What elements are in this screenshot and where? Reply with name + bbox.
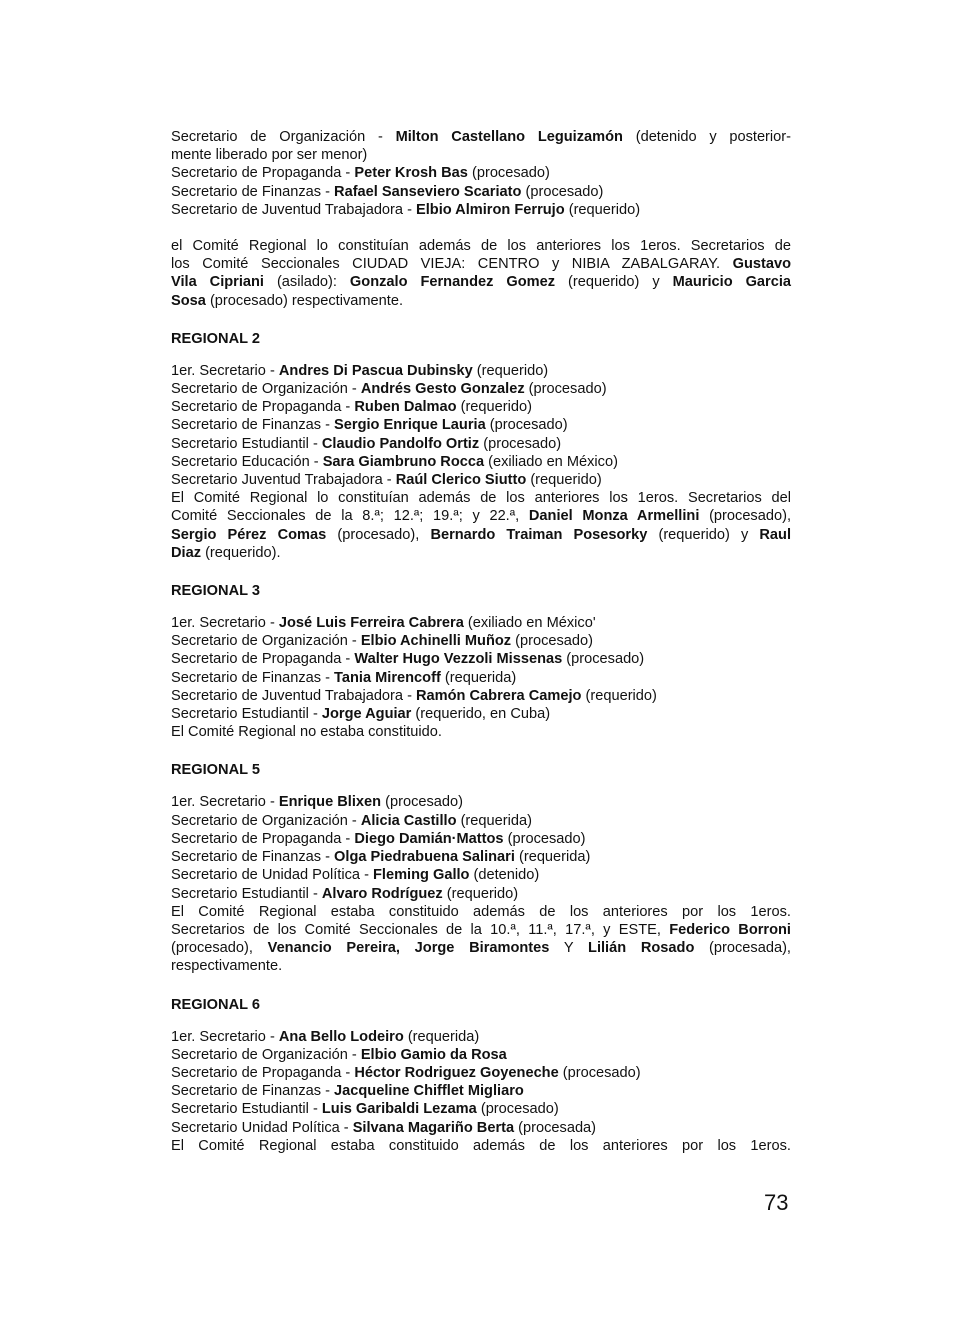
bold-name: Jorge Aguiar: [321, 706, 412, 723]
bold-name: Federico Borroni: [669, 921, 791, 938]
text-line: [171, 435, 791, 453]
text-run: (procesado): [503, 830, 586, 847]
text-run: (requerida): [403, 1028, 480, 1045]
text-run: Secretario de Propaganda -: [171, 165, 355, 182]
text-run: Secretario de Finanzas -: [171, 849, 335, 866]
bold-name: Elbio Achinelli Muñoz: [360, 633, 512, 650]
text-run: (procesado): [476, 1101, 559, 1118]
text-run: Comité Seccionales de la 8.ª; 12.ª; 19.ª; y 22.ª,: [171, 508, 529, 525]
text-run: (asilado):: [263, 274, 350, 291]
bold-name: Claudio Pandolfo Ortiz: [321, 435, 480, 452]
text-run: (procesado): [562, 651, 645, 668]
text-run: 1er. Secretario -: [171, 615, 279, 632]
text-run: 1er. Secretario -: [171, 1028, 279, 1045]
text-line: [171, 793, 791, 811]
section-heading-regional-3: REGIONAL 3: [171, 583, 260, 600]
text-run: (exiliado en México): [484, 453, 618, 470]
bold-name: Enrique Blixen: [278, 794, 382, 811]
text-run: Secretario Estudiantil -: [171, 706, 322, 723]
text-line: [171, 453, 791, 471]
text-run: Secretario de Juventud Trabajadora -: [171, 201, 416, 218]
text-line: [171, 1046, 791, 1064]
text-run: (requerido): [564, 201, 641, 218]
bold-name: Bernardo Traiman Posesorky: [430, 526, 648, 543]
page-number: 73: [764, 1190, 789, 1215]
bold-name: José Luis Ferreira Cabrera: [278, 615, 464, 632]
bold-name: Daniel Monza Armellini: [528, 508, 700, 525]
text-line: [171, 273, 791, 291]
text-line: [171, 1119, 791, 1137]
bold-name: Raul: [759, 526, 791, 543]
text-run: Secretario Estudiantil -: [171, 1101, 322, 1118]
bold-name: Tania Mirencoff: [334, 669, 441, 686]
text-run: Secretario de Organización -: [171, 812, 361, 829]
text-run: Secretario de Unidad Política -: [171, 867, 373, 884]
text-run: 1er. Secretario -: [171, 794, 279, 811]
text-run: (detenido): [469, 867, 540, 884]
text-run: (procesado): [558, 1064, 641, 1081]
text-run: Secretario de Organización -: [171, 1046, 361, 1063]
intro-lines: [171, 128, 791, 219]
bold-name: Rafael Sanseviero Scariato: [334, 183, 522, 200]
regional-2-paragraph: [171, 489, 791, 562]
text-line: [171, 416, 791, 434]
text-line: [171, 903, 791, 921]
text-run: Secretario de Finanzas -: [171, 417, 335, 434]
text-run: Secretario Unidad Política -: [171, 1119, 353, 1136]
text-run: Secretario de Propaganda -: [171, 651, 355, 668]
text-run: (procesado),: [699, 508, 791, 525]
document-page: [171, 128, 791, 1155]
bold-name: Milton Castellano Leguizamón: [395, 129, 623, 145]
text-run: (procesado): [524, 381, 607, 398]
text-line: [171, 687, 791, 705]
text-run: (requerido) y: [555, 274, 673, 291]
text-run: Secretario de Organización -: [171, 633, 361, 650]
text-line: [171, 830, 791, 848]
text-run: (requerido): [472, 362, 549, 379]
bold-name: Mauricio Garcia: [672, 274, 792, 291]
bold-name: Diego Damián·Mattos: [354, 830, 504, 847]
text-line: [171, 705, 791, 723]
text-run: (requerido, en Cuba): [411, 706, 551, 723]
bold-name: Luis Garibaldi Lezama: [321, 1101, 477, 1118]
bold-name: Jacqueline Chifflet Migliaro: [334, 1083, 524, 1100]
text-run: (procesada),: [694, 940, 791, 957]
text-run: (exiliado en México': [463, 615, 596, 632]
text-run: (requerido): [526, 472, 602, 489]
text-line: [171, 650, 791, 668]
text-line: [171, 164, 791, 182]
text-run: el Comité Regional lo constituían además de los anteriores los 1eros. Secretarios de: [171, 238, 791, 255]
text-run: Secretario de Propaganda -: [171, 830, 355, 847]
text-run: (procesado) respectivamente.: [205, 292, 403, 309]
text-line: [171, 669, 791, 687]
bold-name: Walter Hugo Vezzoli Missenas: [354, 651, 563, 668]
text-line: [171, 489, 791, 507]
text-run: (requerido).: [201, 544, 281, 561]
text-run: Secretario Educación -: [171, 453, 323, 470]
text-run: (procesado): [521, 183, 604, 200]
text-line: [171, 128, 791, 146]
bold-name: Vila Cipriani: [171, 274, 264, 291]
text-line: [171, 848, 791, 866]
text-line: [171, 146, 791, 164]
text-run: El Comité Regional no estaba constituido.: [171, 724, 442, 741]
section-heading-regional-2: REGIONAL 2: [171, 330, 260, 347]
text-run: (procesado): [381, 794, 464, 811]
bold-name: Peter Krosh Bas: [354, 165, 468, 182]
regional-2-lines: [171, 362, 791, 489]
text-run: (requerido): [456, 399, 532, 416]
bold-name: Lilián Rosado: [588, 940, 695, 957]
bold-name: Olga Piedrabuena Salinari: [334, 849, 515, 866]
text-run: Secretario Estudiantil -: [171, 885, 322, 902]
text-run: mente liberado por ser menor): [171, 147, 368, 164]
regional-3-lines: [171, 614, 791, 741]
bold-name: Raúl Clerico Siutto: [395, 472, 527, 489]
text-line: [171, 1064, 791, 1082]
bold-name: Diaz: [171, 544, 202, 561]
text-line: [171, 237, 791, 255]
text-line: [171, 939, 791, 957]
bold-name: Gonzalo Fernandez Gomez: [349, 274, 556, 291]
text-run: 1er. Secretario -: [171, 362, 279, 379]
text-line: [171, 723, 791, 741]
text-line: [171, 921, 791, 939]
text-run: Secretario de Finanzas -: [171, 669, 335, 686]
bold-name: Gustavo: [732, 256, 791, 273]
bold-name: Elbio Almiron Ferrujo: [416, 201, 565, 218]
text-line: [171, 380, 791, 398]
text-run: (procesado): [479, 435, 562, 452]
text-run: Secretarios de los Comité Seccionales de la 10.ª, 11.ª, 17.ª, y ESTE,: [171, 921, 670, 938]
text-run: respectivamente.: [171, 958, 283, 975]
text-line: [171, 866, 791, 884]
text-line: [171, 398, 791, 416]
text-run: El Comité Regional estaba constituido además de los anteriores por los 1eros.: [171, 1137, 791, 1154]
bold-name: Sergio Pérez Comas: [171, 526, 327, 543]
text-run: (procesado): [467, 165, 550, 182]
text-run: (requerido): [442, 885, 519, 902]
regional-5-lines: [171, 793, 791, 902]
text-line: [171, 255, 791, 273]
text-run: (procesado),: [171, 940, 268, 957]
text-run: Secretario de Propaganda -: [171, 1064, 355, 1081]
text-run: (procesado): [511, 633, 594, 650]
text-line: [171, 1082, 791, 1100]
text-line: [171, 201, 791, 219]
text-run: Secretario Estudiantil -: [171, 435, 322, 452]
bold-name: Sosa: [171, 292, 206, 309]
text-run: (detenido y posterior-: [622, 129, 791, 145]
text-run: (procesado),: [326, 526, 431, 543]
section-heading-regional-5: REGIONAL 5: [171, 762, 260, 779]
text-line: [171, 1028, 791, 1046]
text-run: Secretario Juventud Trabajadora -: [171, 472, 396, 489]
text-line: [171, 471, 791, 489]
regional-6-lines: [171, 1028, 791, 1155]
bold-name: Andrés Gesto Gonzalez: [360, 381, 525, 398]
text-line: [171, 526, 791, 544]
bold-name: Elbio Gamio da Rosa: [360, 1046, 507, 1063]
text-run: El Comité Regional estaba constituido además de los anteriores por los 1eros.: [171, 903, 791, 920]
bold-name: Sara Giambruno Rocca: [322, 453, 485, 470]
text-run: (requerida): [440, 669, 517, 686]
text-line: [171, 362, 791, 380]
bold-name: Sergio Enrique Lauria: [334, 417, 486, 434]
text-run: Y: [549, 940, 589, 957]
bold-name: Héctor Rodriguez Goyeneche: [354, 1064, 559, 1081]
text-run: (requerida): [514, 849, 591, 866]
text-run: (procesada): [514, 1119, 597, 1136]
bold-name: Ana Bello Lodeiro: [278, 1028, 404, 1045]
bold-name: Ramón Cabrera Camejo: [416, 687, 582, 704]
intro-paragraph: [171, 237, 791, 310]
bold-name: Silvana Magariño Berta: [352, 1119, 515, 1136]
bold-name: Venancio Pereira, Jorge Biramontes: [267, 940, 550, 957]
section-heading-regional-6: REGIONAL 6: [171, 996, 260, 1013]
text-run: Secretario de Propaganda -: [171, 399, 355, 416]
text-line: [171, 1137, 791, 1155]
text-line: [171, 507, 791, 525]
text-run: Secretario de Finanzas -: [171, 183, 335, 200]
bold-name: Ruben Dalmao: [354, 399, 457, 416]
text-line: [171, 885, 791, 903]
bold-name: Alvaro Rodríguez: [321, 885, 443, 902]
bold-name: Andres Di Pascua Dubinsky: [278, 362, 473, 379]
text-run: El Comité Regional lo constituían además de los anteriores los 1eros. Secretarios del: [171, 490, 791, 507]
text-line: [171, 614, 791, 632]
text-run: Secretario de Juventud Trabajadora -: [171, 687, 416, 704]
regional-5-paragraph: [171, 903, 791, 976]
text-run: (procesado): [485, 417, 568, 434]
text-line: [171, 544, 791, 562]
bold-name: Alicia Castillo: [360, 812, 457, 829]
text-line: [171, 632, 791, 650]
text-run: (requerida): [456, 812, 532, 829]
text-line: [171, 1100, 791, 1118]
text-line: [171, 292, 791, 310]
text-run: (requerido) y: [647, 526, 760, 543]
text-run: Secretario de Organización -: [171, 129, 396, 145]
text-run: (requerido): [581, 687, 657, 704]
text-line: [171, 812, 791, 830]
bold-name: Fleming Gallo: [372, 867, 470, 884]
text-run: los Comité Seccionales CIUDAD VIEJA: CENTRO y NIBIA ZABALGARAY.: [171, 256, 733, 273]
text-line: [171, 957, 791, 975]
text-run: Secretario de Organización -: [171, 381, 361, 398]
text-line: [171, 183, 791, 201]
text-run: Secretario de Finanzas -: [171, 1083, 335, 1100]
